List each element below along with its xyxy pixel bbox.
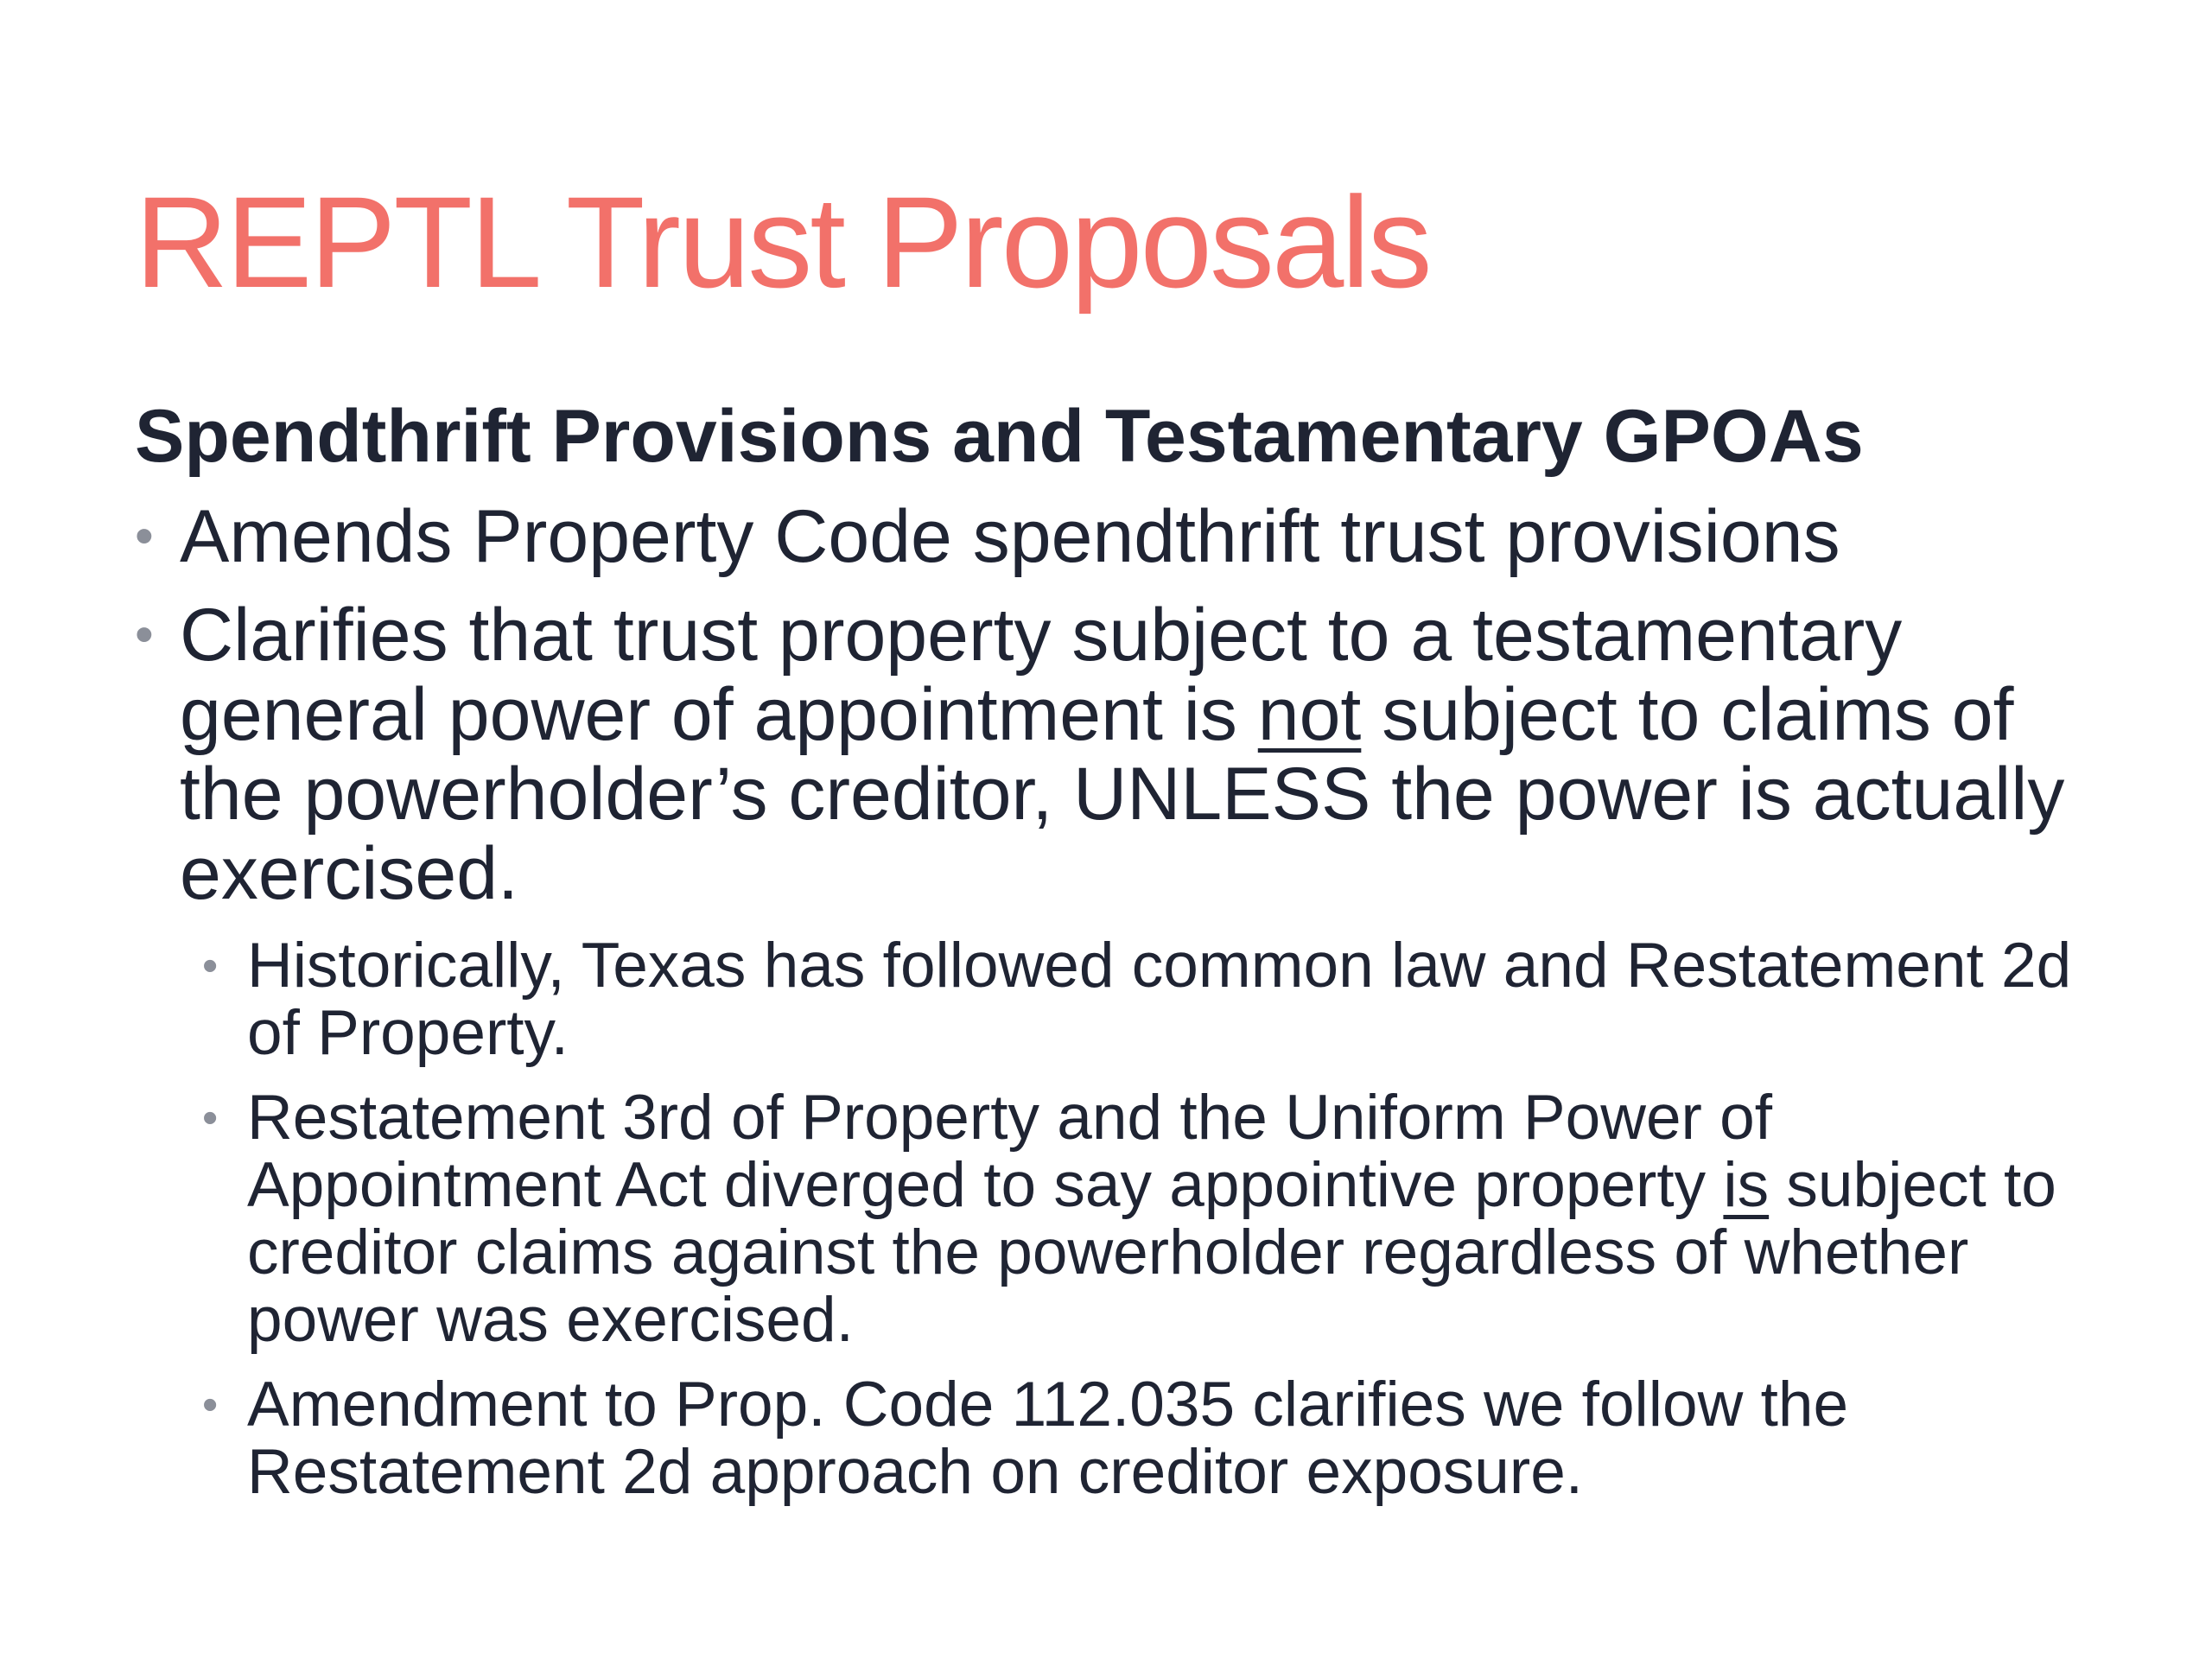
sub-bullet-dot-icon: • [202, 1093, 219, 1143]
sub-bullet-item-amendment [135, 1371, 2122, 1506]
sub-bullet-text-end: subject to creditor claims against the powerholder regardless of whether power was exercised. [247, 1150, 2056, 1355]
sub-bullet-text: Historically, Texas has followed common law and Restatement 2d of Property. [247, 931, 2072, 1068]
sub-bullet-dot-icon: • [202, 941, 219, 991]
bullet-text-start: Clarifies that trust property subject to a testamentary general power of appointment is [180, 594, 1903, 756]
bullet-text-emphasis: not [1257, 673, 1362, 756]
bullet-item-amends [135, 497, 2122, 576]
bullet-dot-icon: • [135, 605, 154, 664]
sub-bullet-text-start: Restatement 3rd of Property and the Uniform Power of Appointment Act diverged to say appointive property [247, 1083, 1773, 1220]
bullet-text: Amends Property Code spendthrift trust provisions [180, 495, 1840, 578]
sub-bullet-item-historically [135, 932, 2122, 1067]
slide-title: REPTL Trust Proposals [135, 169, 1430, 315]
bullet-text-end: subject to claims of the powerholder’s creditor, UNLESS the power is actually exercised. [180, 673, 2065, 915]
sub-bullet-item-restatement-3rd [135, 1084, 2122, 1354]
sub-bullet-text: Amendment to Prop. Code 112.035 clarifies we follow the Restatement 2d approach on creditor exposure. [247, 1370, 1849, 1507]
bullet-item-clarifies [135, 595, 2122, 913]
sub-bullet-text-emphasis: is [1723, 1150, 1770, 1220]
bullet-dot-icon: • [135, 506, 154, 566]
section-subheading: Spendthrift Provisions and Testamentary GPOAs [135, 395, 1864, 478]
sub-bullet-dot-icon: • [202, 1380, 219, 1430]
bullet-list [135, 497, 2122, 1523]
